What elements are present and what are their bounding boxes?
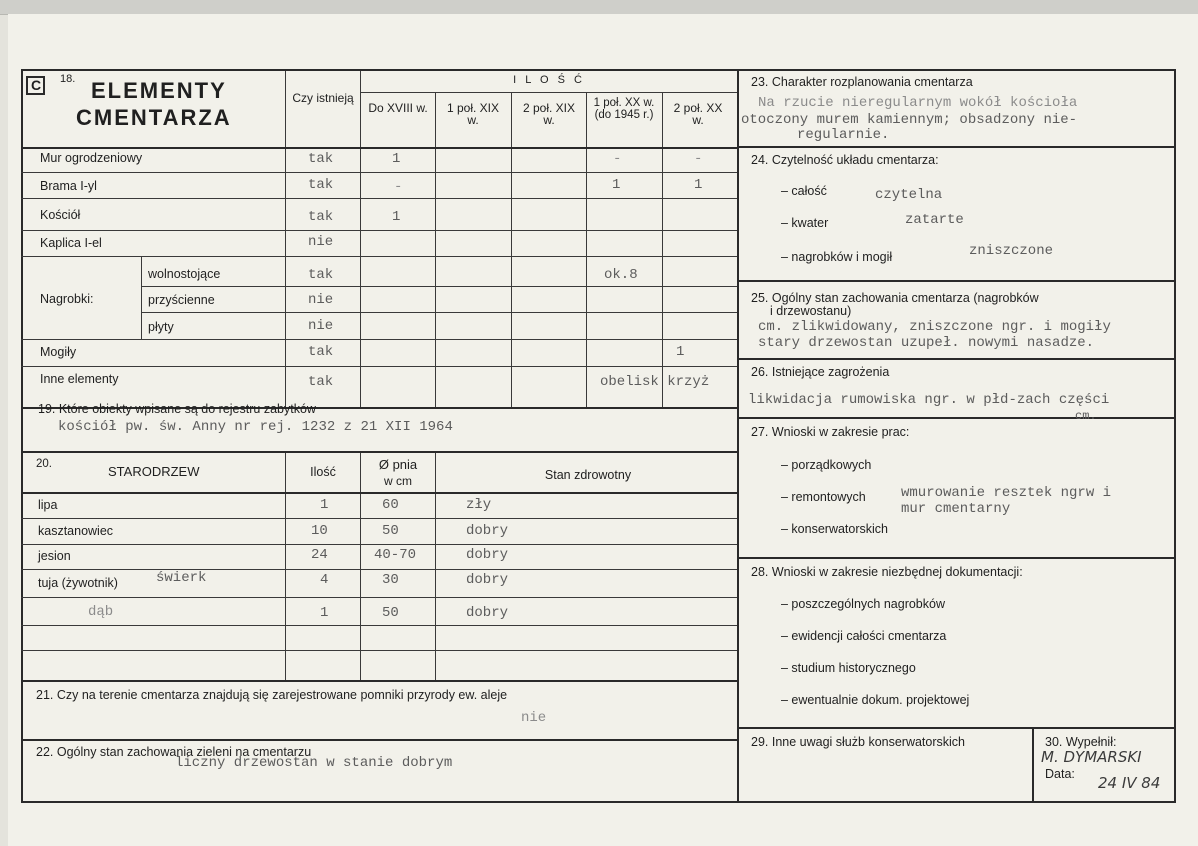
works-item-label: – porządkowych	[781, 458, 872, 472]
col-1xix-header: 1 poł. XIX w.	[446, 101, 500, 127]
xviii-value: -	[394, 179, 403, 195]
divider	[21, 198, 739, 199]
legibility-item-value: zatarte	[905, 212, 964, 228]
legibility-item-label: – kwater	[781, 216, 829, 230]
xx2-value: -	[694, 151, 703, 167]
divider	[285, 71, 286, 409]
divider	[435, 93, 436, 409]
section22-label: 22. Ogólny stan zachowania zieleni na cmentarzu	[36, 745, 312, 759]
xviii-value: 1	[392, 151, 401, 167]
xx1-value: -	[613, 151, 622, 167]
section22-value: liczny drzewostan w stanie dobrym	[175, 755, 453, 771]
section19-value: kościół pw. św. Anny nr rej. 1232 z 21 XII 1964	[58, 419, 453, 435]
section25-label: 25. Ogólny stan zachowania cmentarza (nagrobków	[751, 291, 1039, 305]
divider	[141, 256, 142, 339]
section21-value: nie	[521, 710, 547, 726]
documentation-item: – studium historycznego	[781, 661, 916, 675]
divider	[21, 625, 739, 626]
tree-species-typed: świerk	[156, 570, 207, 586]
section21-label: 21. Czy na terenie cmentarza znajdują się zarejestrowane pomniki przyrody ew. aleje	[36, 688, 508, 702]
section25-line: cm. zlikwidowany, zniszczone ngr. i mogiły	[758, 319, 1111, 335]
col-1xx-header: 1 poł. XX w. (do 1945 r.)	[593, 97, 655, 121]
ilosc-header: I L O Ś Ć	[513, 74, 585, 86]
legibility-item-value: czytelna	[875, 187, 943, 203]
filled-date: 24 IV 84	[1098, 774, 1161, 792]
section23-line: otoczony murem kamiennym; obsadzony nie-	[741, 112, 1078, 128]
divider	[21, 518, 739, 519]
section23-line: regularnie.	[797, 127, 890, 143]
section27-label: 27. Wnioski w zakresie prac:	[751, 425, 910, 439]
section30-label: 30. Wypełnił:	[1045, 735, 1117, 749]
divider	[737, 727, 1176, 729]
cemetery-record-card	[8, 14, 1198, 846]
works-item-label: – konserwatorskich	[781, 522, 888, 536]
divider	[21, 172, 739, 173]
tree-health: zły	[466, 497, 492, 513]
legibility-item-value: zniszczone	[969, 243, 1054, 259]
row-label: Brama I-yl	[40, 179, 97, 193]
divider	[21, 569, 739, 570]
xx1-value: 1	[612, 177, 621, 193]
exists-value: tak	[308, 374, 334, 390]
tree-health: dobry	[466, 523, 509, 539]
xviii-value: 1	[392, 209, 401, 225]
divider	[285, 453, 286, 680]
section29-label: 29. Inne uwagi służb konserwatorskich	[751, 735, 966, 749]
divider	[360, 71, 361, 409]
exists-value: tak	[308, 177, 334, 193]
divider	[141, 286, 739, 287]
divider	[21, 544, 739, 545]
tree-count: 4	[320, 572, 329, 588]
divider	[737, 358, 1176, 360]
section25-line: stary drzewostan uzupeł. nowymi nasadze.	[758, 335, 1095, 351]
exists-value: tak	[308, 267, 334, 283]
section25-label: i drzewostanu)	[770, 304, 852, 318]
tree-health: dobry	[466, 605, 509, 621]
section24-label: 24. Czytelność układu cmentarza:	[751, 153, 939, 167]
exists-value: tak	[308, 209, 334, 225]
divider	[21, 597, 739, 598]
documentation-item: – poszczególnych nagrobków	[781, 597, 945, 611]
section20-title: STARODRZEW	[108, 464, 200, 479]
documentation-item: – ewentualnie dokum. projektowej	[781, 693, 970, 707]
divider	[21, 650, 739, 651]
tree-species: jesion	[38, 549, 71, 563]
col-xviii-header: Do XVIII w.	[368, 101, 428, 115]
tree-species: kasztanowiec	[38, 524, 114, 538]
row-label: Kaplica I-el	[40, 236, 102, 250]
row-label: przyścienne	[148, 293, 215, 307]
tree-diameter: 60	[382, 497, 399, 513]
section-letter: C	[31, 77, 42, 93]
divider	[662, 93, 663, 409]
section19-label: 19. Które obiekty wpisane są do rejestru zabytków	[38, 402, 316, 416]
tree-species-typed: dąb	[88, 604, 114, 620]
tree-count: 24	[311, 547, 328, 563]
divider	[586, 93, 587, 409]
divider	[21, 366, 739, 367]
divider	[21, 339, 739, 340]
divider	[21, 230, 739, 231]
divider	[435, 453, 436, 680]
works-item-value: mur cmentarny	[901, 501, 1011, 517]
tree-count: 1	[320, 605, 329, 621]
tree-species: tuja (żywotnik)	[38, 576, 118, 590]
xx1-value: 1	[676, 344, 685, 360]
date-label: Data:	[1045, 767, 1075, 781]
works-item-value: wmurowanie resztek ngrw i	[901, 485, 1112, 501]
col-count-header: Ilość	[310, 465, 336, 479]
col-2xix-header: 2 poł. XIX w.	[522, 101, 576, 127]
section26-line: likwidacja rumowiska ngr. w płd-zach części	[748, 392, 1110, 408]
scan-edge	[0, 0, 1198, 15]
divider	[21, 147, 739, 149]
tree-count: 10	[311, 523, 328, 539]
xx1-value: ok.8	[604, 267, 638, 283]
divider	[737, 557, 1176, 559]
col-health-header: Stan zdrowotny	[544, 468, 632, 482]
tree-diameter: 50	[382, 605, 399, 621]
section26-line: cm.	[1075, 409, 1097, 423]
tree-diameter: 40-70	[374, 547, 417, 563]
row-label: płyty	[148, 320, 174, 334]
divider	[737, 146, 1176, 148]
divider	[21, 256, 739, 257]
divider	[360, 92, 738, 93]
nagrobki-label: Nagrobki:	[40, 292, 94, 306]
works-item-label: – remontowych	[781, 490, 866, 504]
section23-line: Na rzucie nieregularnym wokół kościoła	[758, 95, 1078, 111]
section18-title-2: CMENTARZA	[76, 105, 232, 130]
section18-title-1: ELEMENTY	[91, 78, 227, 103]
row-label: Inne elementy	[40, 372, 119, 386]
row-label: Kościół	[40, 208, 81, 222]
xx2-value: 1	[694, 177, 703, 193]
divider	[737, 280, 1176, 282]
col-diameter-unit: w cm	[384, 474, 412, 488]
divider	[21, 492, 739, 494]
tree-health: dobry	[466, 572, 509, 588]
exists-value: nie	[308, 318, 334, 334]
tree-diameter: 30	[382, 572, 399, 588]
divider	[1032, 727, 1034, 803]
tree-species: lipa	[38, 498, 58, 512]
tree-count: 1	[320, 497, 329, 513]
row-label: Mogiły	[40, 345, 77, 359]
legibility-item-label: – całość	[781, 184, 827, 198]
divider	[737, 417, 1176, 419]
legibility-item-label: – nagrobków i mogił	[781, 250, 893, 264]
divider	[141, 312, 739, 313]
exists-value: tak	[308, 151, 334, 167]
divider	[360, 453, 361, 680]
divider	[511, 93, 512, 409]
col-exists-header: Czy istnieją	[292, 91, 354, 105]
col-2xx-header: 2 poł. XX w.	[673, 101, 723, 127]
documentation-item: – ewidencji całości cmentarza	[781, 629, 947, 643]
filled-by-signature: M. DYMARSKI	[1041, 748, 1142, 766]
section26-label: 26. Istniejące zagrożenia	[751, 365, 890, 379]
row-label: wolnostojące	[148, 267, 221, 281]
other-elements-value: obelisk krzyż	[600, 374, 710, 390]
tree-diameter: 50	[382, 523, 399, 539]
row-label: Mur ogrodzeniowy	[40, 151, 143, 165]
exists-value: nie	[308, 292, 334, 308]
section28-label: 28. Wnioski w zakresie niezbędnej dokumentacji:	[751, 565, 1023, 579]
col-diameter-header: Ø pnia	[378, 457, 418, 472]
tree-health: dobry	[466, 547, 509, 563]
section20-number: 20.	[36, 458, 52, 470]
section23-label: 23. Charakter rozplanowania cmentarza	[751, 75, 973, 89]
section18-number: 18.	[60, 73, 76, 85]
exists-value: tak	[308, 344, 334, 360]
exists-value: nie	[308, 234, 334, 250]
